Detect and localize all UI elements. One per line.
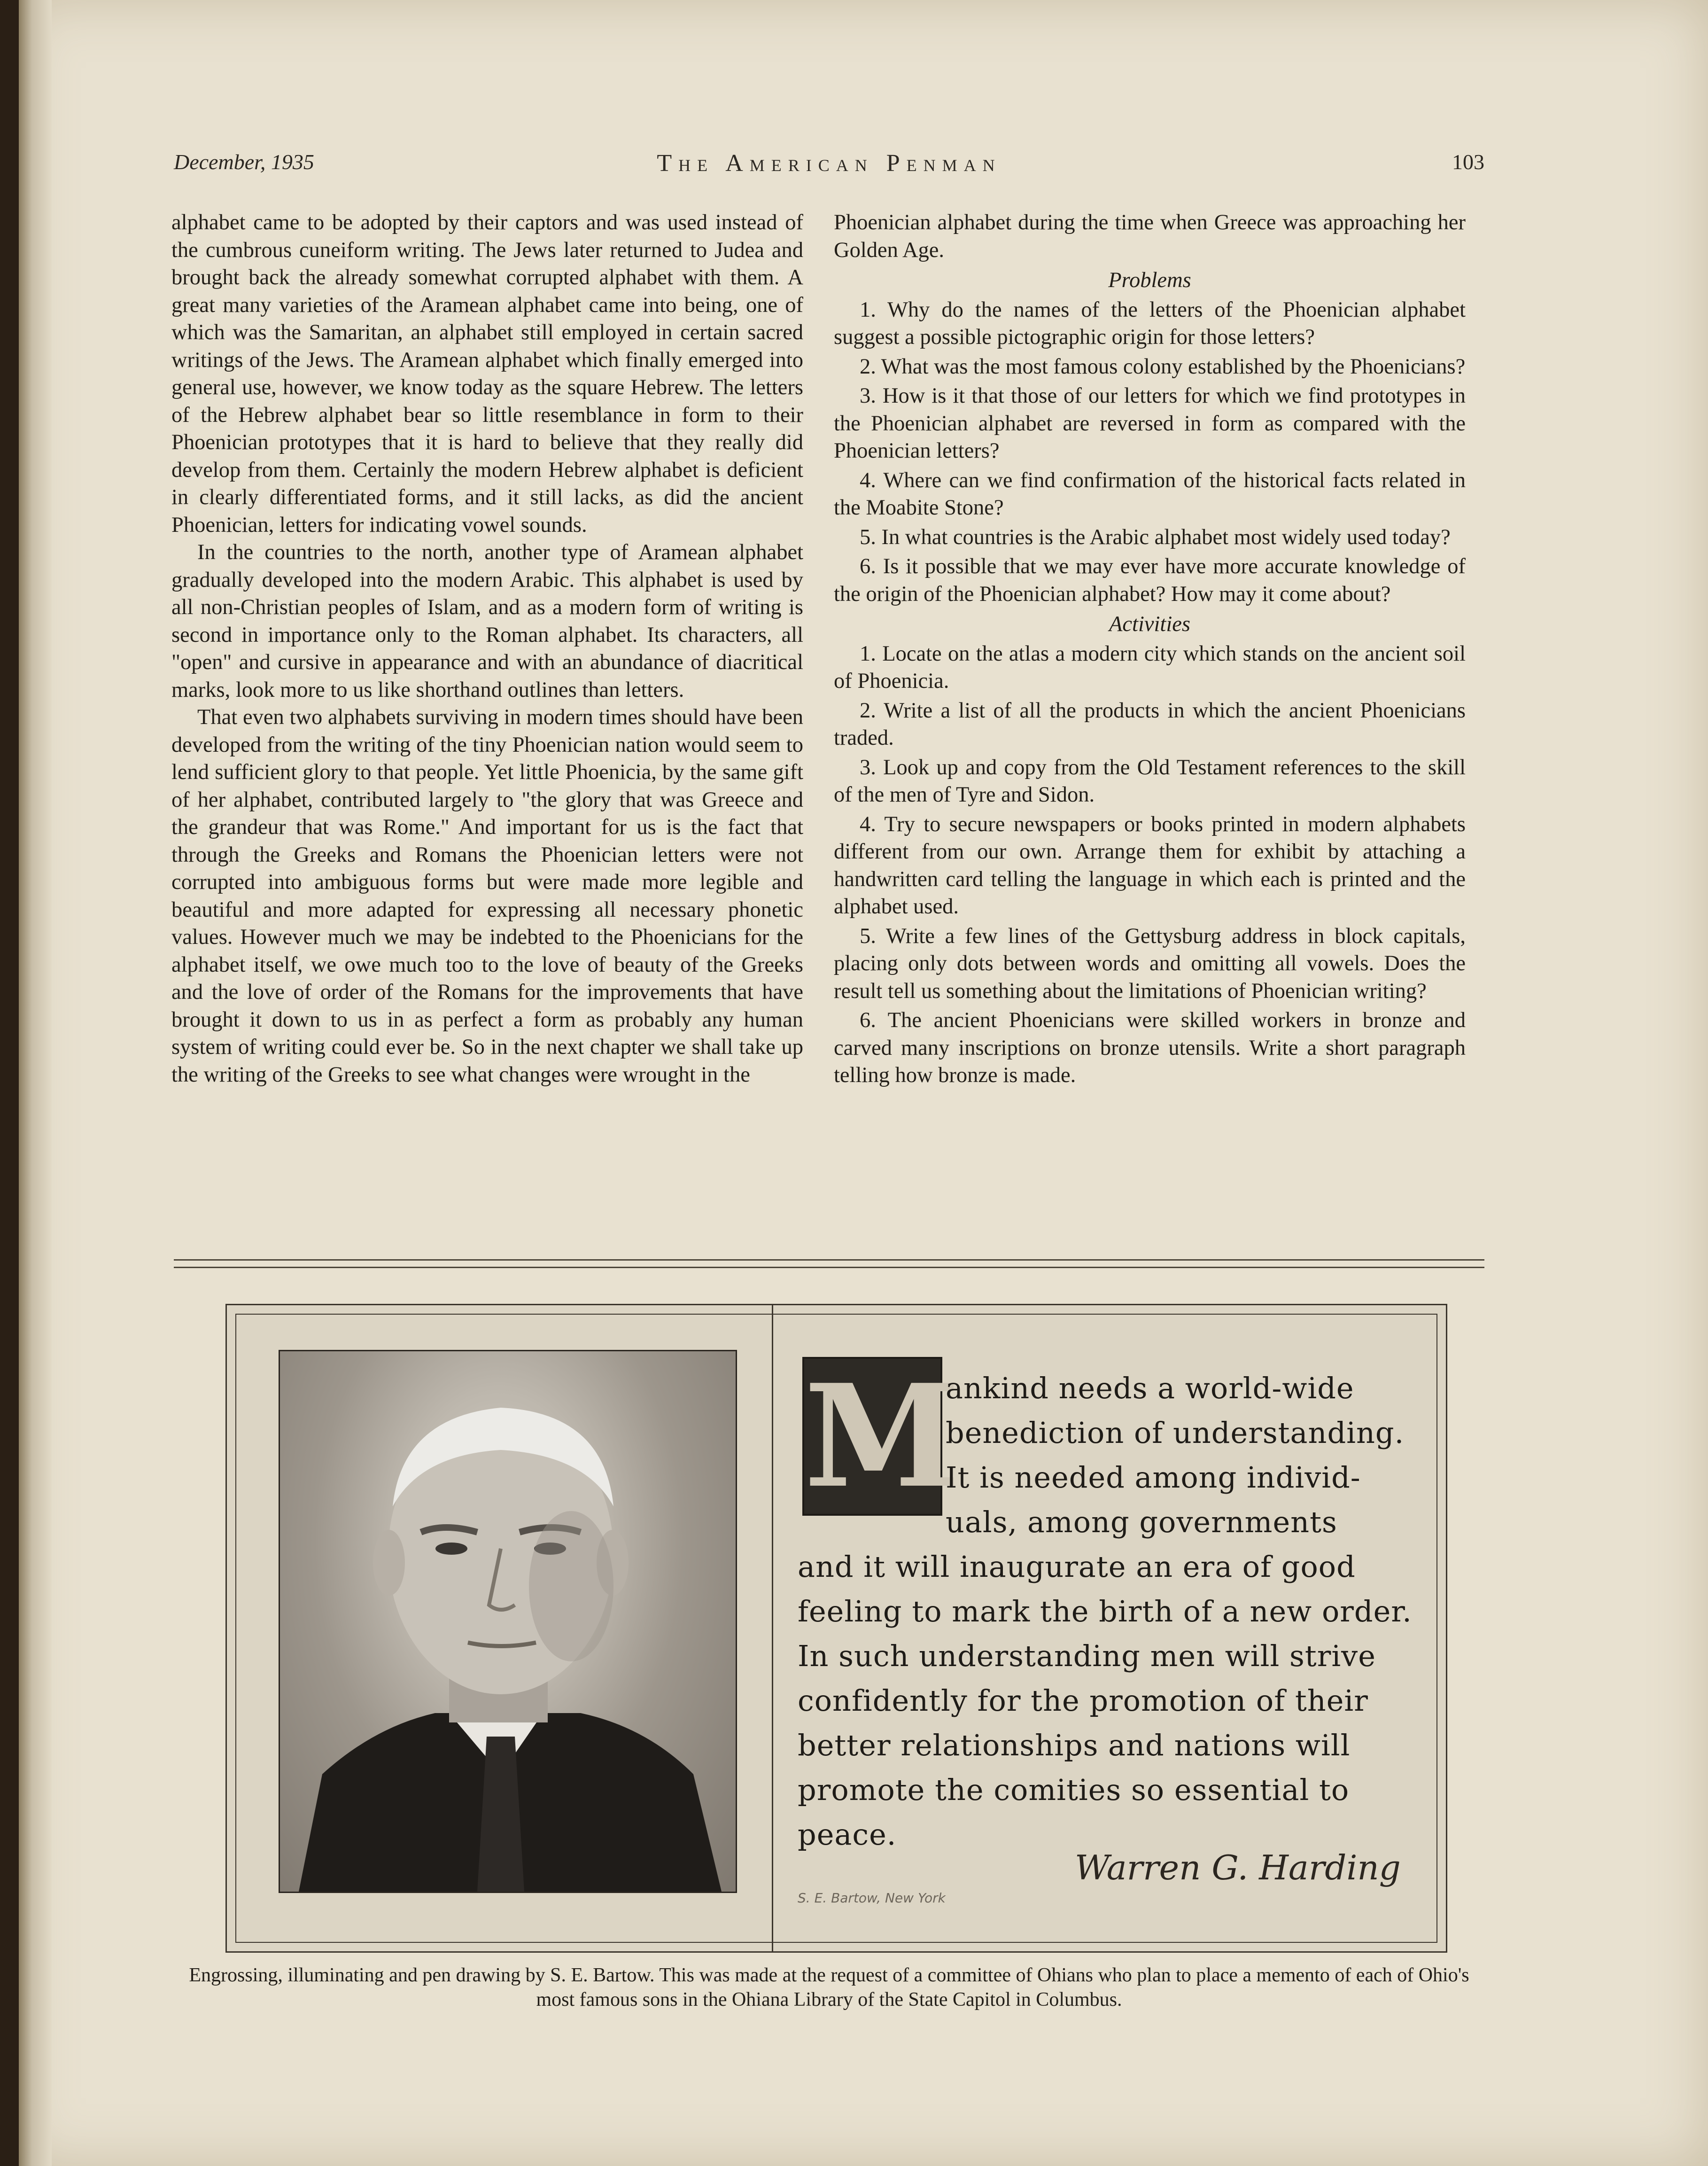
activity-item: 1. Locate on the atlas a modern city which stands on the ancient soil of Phoenicia. — [834, 641, 1466, 693]
quote-line: In such understanding men will strive — [798, 1639, 1376, 1673]
double-rule-top — [174, 1259, 1484, 1261]
header-title: The American Penman — [657, 150, 1002, 177]
quote-line: uals, among governments — [946, 1505, 1337, 1539]
artist-signature: S. E. Bartow, New York — [798, 1890, 946, 1906]
illuminated-initial — [802, 1353, 961, 1519]
activity-item: 5. Write a few lines of the Gettysburg address in block capitals, placing only dots between words and omitting all vowels. Does the result tell us something about the limitations of Phoenician writing? — [834, 924, 1466, 1003]
paragraph: In the countries to the north, another type of Aramean alphabet gradually developed into the modern Arabic. This alphabet is used by all non-Christian peoples of Islam, and as a modern form of writing is second in importance only to the Roman alphabet. Its characters, all "open" and cursive in appearance and with an abundance of diacritical marks, look more to us like shorthand outlines than letters. — [171, 540, 803, 702]
portrait-figure — [280, 1351, 736, 1892]
header-date: December, 1935 — [174, 150, 314, 174]
running-header — [174, 149, 1484, 192]
problem-item: 1. Why do the names of the letters of the Phoenician alphabet suggest a possible pictographic origin for those letters? — [834, 297, 1466, 349]
illustration-plate — [225, 1304, 1447, 1953]
right-column — [834, 209, 1466, 1090]
figure-caption: Engrossing, illuminating and pen drawing by S. E. Bartow. This was made at the request of a committee of Ohians who plan to place a memento of each of Ohio's most famous sons in the Ohiana Library of the State Capitol in Columbus. — [189, 1964, 1469, 2010]
double-rule-bottom — [174, 1267, 1484, 1268]
engrossed-quotation — [784, 1324, 1422, 1907]
plate-divider — [772, 1305, 773, 1951]
problem-item: 6. Is it possible that we may ever have more accurate knowledge of the origin of the Phoenician alphabet? How may it come about? — [834, 554, 1466, 606]
quote-line: confidently for the promotion of their — [798, 1683, 1368, 1718]
paragraph: alphabet came to be adopted by their captors and was used instead of the cumbrous cuneiform writing. The Jews later returned to Judea and brought back the already somewhat corrupted alphabet with them. A great many varieties of the Aramean alphabet came into being, one of which was the Samaritan, an alphabet still employed in certain sacred writings of the Jews. The Aramean alphabet which finally emerged into general use, however, we know today as the square Hebrew. The letters of the Hebrew alphabet bear so little resemblance in form to their Phoenician prototypes that it is hard to believe that they really did develop from them. Certainly the modern Hebrew alphabet is deficient in clearly differentiated forms, and it still lacks, as did the ancient Phoenician, letters for indicating vowel sounds. — [171, 210, 803, 537]
harding-signature: Warren G. Harding — [1075, 1848, 1401, 1887]
quote-line: promote the comities so essential to — [798, 1773, 1350, 1807]
activity-item: 4. Try to secure newspapers or books printed in modern alphabets different from our own. Arrange them for exhibit by attaching a handwritten card telling the language in which each is printed and the alphabet used. — [834, 812, 1466, 919]
activity-item: 2. Write a list of all the products in which the ancient Phoenicians traded. — [834, 698, 1466, 750]
problem-item: 3. How is it that those of our letters for which we find prototypes in the Phoenician alphabet are reversed in form as compared with the Phoenician letters? — [834, 384, 1466, 463]
activities-heading: Activities — [1109, 612, 1190, 636]
quote-line: It is needed among individ- — [946, 1460, 1361, 1495]
paragraph: That even two alphabets surviving in modern times should have been developed from the writing of the tiny Phoenician nation would seem to lend sufficient glory to that people. Yet little Phoenicia, by the same gift of her alphabet, contributed largely to "the glory that was Greece and the grandeur that was Rome." And important for us is the fact that through the Greeks and Romans the Phoenician letters were not corrupted into ambiguous forms but were made more legible and beautiful and more adapted for expressing all necessary phonetic values. However much we may be indebted to the Phoenicians for the alphabet itself, we owe much too to the love of beauty of the Greeks and the love of order of the Romans for the improvements that have brought it down to us in as perfect a form as probably any human system of writing could ever be. So in the next chapter we shall take up the writing of the Greeks to see what changes were wrought in the — [171, 705, 803, 1087]
page-number: 103 — [1452, 150, 1484, 174]
problem-item: 2. What was the most famous colony established by the Phoenicians? — [860, 354, 1466, 379]
quote-line: peace. — [798, 1817, 897, 1852]
quote-line: and it will inaugurate an era of good — [798, 1550, 1356, 1584]
quote-line: ankind needs a world-wide — [946, 1371, 1354, 1405]
quote-line: better relationships and nations will — [798, 1728, 1351, 1762]
problem-item: 5. In what countries is the Arabic alphabet most widely used today? — [860, 525, 1451, 549]
problems-heading: Problems — [1108, 268, 1191, 292]
binding-shadow — [19, 0, 52, 2166]
magazine-page — [19, 0, 1708, 2166]
left-column — [171, 209, 803, 1089]
initial-letter: M — [804, 1353, 961, 1519]
problem-item: 4. Where can we find confirmation of the historical facts related in the Moabite Stone? — [834, 468, 1466, 520]
activity-item: 6. The ancient Phoenicians were skilled workers in bronze and carved many inscriptions on bronze utensils. Write a short paragraph telling how bronze is made. — [834, 1008, 1466, 1087]
quote-line: benediction of understanding. — [946, 1416, 1405, 1450]
activity-item: 3. Look up and copy from the Old Testament references to the skill of the men of Tyre and Sidon. — [834, 755, 1466, 807]
quote-line: feeling to mark the birth of a new order. — [798, 1594, 1412, 1628]
portrait-photo — [279, 1350, 737, 1893]
paragraph: Phoenician alphabet during the time when Greece was approaching her Golden Age. — [834, 210, 1466, 262]
